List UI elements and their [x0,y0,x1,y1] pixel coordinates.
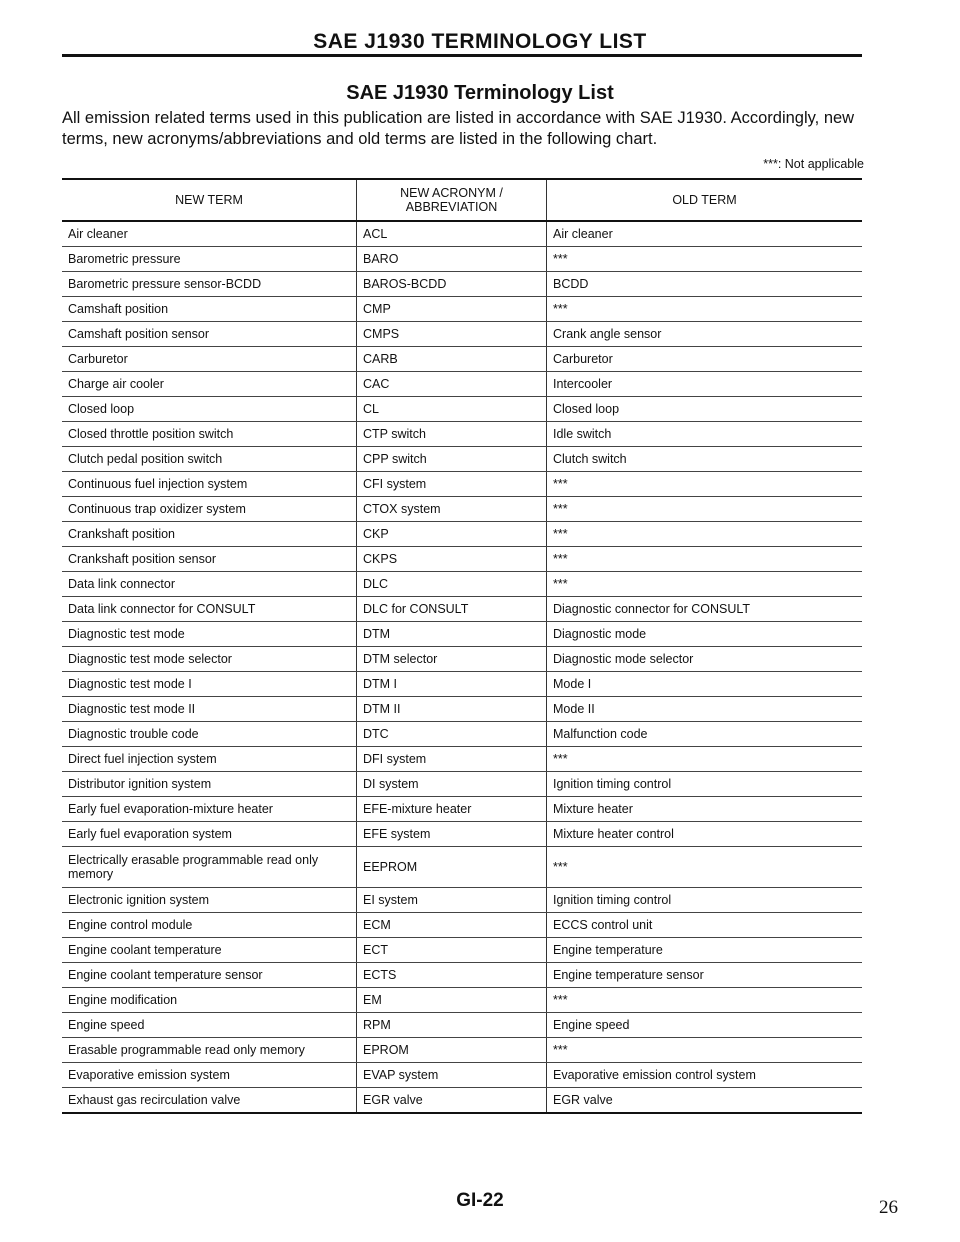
table-row [62,797,862,822]
table-row [62,447,862,472]
old-term-cell: *** [547,497,863,522]
old-term-cell: Crank angle sensor [547,322,863,347]
new-acronym-cell: ACL [357,221,547,247]
new-term-cell: Continuous fuel injection system [62,472,357,497]
table-row [62,572,862,597]
new-acronym-cell: EI system [357,888,547,913]
new-term-cell: Engine control module [62,913,357,938]
table-row [62,822,862,847]
new-acronym-cell: ECTS [357,963,547,988]
new-term-cell: Evaporative emission system [62,1063,357,1088]
old-term-cell: Carburetor [547,347,863,372]
new-term-cell: Barometric pressure sensor-BCDD [62,272,357,297]
new-acronym-cell: CMPS [357,322,547,347]
table-row [62,297,862,322]
new-acronym-cell: RPM [357,1013,547,1038]
new-acronym-cell: EFE system [357,822,547,847]
new-term-cell: Charge air cooler [62,372,357,397]
new-term-cell: Exhaust gas recirculation valve [62,1088,357,1114]
page-code: GI-22 [456,1190,504,1211]
new-acronym-cell: CMP [357,297,547,322]
table-row [62,847,862,888]
new-acronym-cell: EFE-mixture heater [357,797,547,822]
new-acronym-cell: DLC for CONSULT [357,597,547,622]
new-acronym-cell: DTM I [357,672,547,697]
old-term-cell: Evaporative emission control system [547,1063,863,1088]
old-term-cell: *** [547,297,863,322]
table-row [62,672,862,697]
old-term-cell: *** [547,847,863,888]
new-term-cell: Air cleaner [62,221,357,247]
table-row [62,347,862,372]
old-term-cell: Intercooler [547,372,863,397]
new-acronym-cell: CKP [357,522,547,547]
new-term-cell: Early fuel evaporation-mixture heater [62,797,357,822]
table-row [62,221,862,247]
table-row [62,247,862,272]
column-header-new-acronym: NEW ACRONYM / ABBREVIATION [357,179,547,221]
table-row [62,747,862,772]
new-term-cell: Closed loop [62,397,357,422]
new-acronym-cell: EEPROM [357,847,547,888]
new-term-cell: Crankshaft position [62,522,357,547]
column-header-new-term: NEW TERM [62,179,357,221]
new-term-cell: Data link connector for CONSULT [62,597,357,622]
new-term-cell: Erasable programmable read only memory [62,1038,357,1063]
new-acronym-cell: DLC [357,572,547,597]
table-row [62,272,862,297]
old-term-cell: *** [547,522,863,547]
new-acronym-cell: DTM [357,622,547,647]
old-term-cell: Mixture heater control [547,822,863,847]
old-term-cell: Air cleaner [547,221,863,247]
new-acronym-cell: CAC [357,372,547,397]
new-term-cell: Engine coolant temperature [62,938,357,963]
new-term-cell: Diagnostic test mode II [62,697,357,722]
new-acronym-cell: CL [357,397,547,422]
old-term-cell: Engine temperature [547,938,863,963]
table-row [62,1013,862,1038]
old-term-cell: Mixture heater [547,797,863,822]
new-acronym-cell: CTOX system [357,497,547,522]
table-row [62,1038,862,1063]
old-term-cell: *** [547,572,863,597]
old-term-cell: BCDD [547,272,863,297]
old-term-cell: *** [547,247,863,272]
old-term-cell: Engine speed [547,1013,863,1038]
new-term-cell: Diagnostic test mode I [62,672,357,697]
new-term-cell: Clutch pedal position switch [62,447,357,472]
new-acronym-cell: CTP switch [357,422,547,447]
table-row [62,522,862,547]
new-acronym-cell: EVAP system [357,1063,547,1088]
table-row [62,622,862,647]
new-term-cell: Camshaft position [62,297,357,322]
old-term-cell: Idle switch [547,422,863,447]
table-row [62,647,862,672]
table-row [62,963,862,988]
new-term-cell: Continuous trap oxidizer system [62,497,357,522]
new-acronym-cell: EGR valve [357,1088,547,1114]
new-acronym-cell: DI system [357,772,547,797]
new-term-cell: Camshaft position sensor [62,322,357,347]
new-term-cell: Engine speed [62,1013,357,1038]
old-term-cell: Diagnostic mode selector [547,647,863,672]
table-row [62,1088,862,1114]
old-term-cell: Closed loop [547,397,863,422]
new-term-cell: Direct fuel injection system [62,747,357,772]
new-acronym-cell: BAROS-BCDD [357,272,547,297]
old-term-cell: *** [547,747,863,772]
new-acronym-cell: CPP switch [357,447,547,472]
new-term-cell: Engine coolant temperature sensor [62,963,357,988]
new-term-cell: Closed throttle position switch [62,422,357,447]
new-term-cell: Electronic ignition system [62,888,357,913]
old-term-cell: Ignition timing control [547,772,863,797]
new-term-cell: Barometric pressure [62,247,357,272]
not-applicable-note: ***: Not applicable [763,157,864,171]
table-body [62,221,862,1113]
new-acronym-cell: ECT [357,938,547,963]
terminology-table [62,178,862,1114]
table-row [62,472,862,497]
old-term-cell: *** [547,547,863,572]
new-acronym-cell: EM [357,988,547,1013]
new-acronym-cell: DFI system [357,747,547,772]
new-term-cell: Engine modification [62,988,357,1013]
old-term-cell: EGR valve [547,1088,863,1114]
table-row [62,322,862,347]
table-row [62,1063,862,1088]
old-term-cell: Diagnostic mode [547,622,863,647]
new-acronym-cell: DTM selector [357,647,547,672]
new-acronym-cell: ECM [357,913,547,938]
header-rule [62,54,862,57]
old-term-cell: Mode II [547,697,863,722]
new-acronym-cell: DTC [357,722,547,747]
old-term-cell: Malfunction code [547,722,863,747]
new-term-cell: Distributor ignition system [62,772,357,797]
table-row [62,547,862,572]
new-term-cell: Diagnostic test mode selector [62,647,357,672]
column-header-old-term: OLD TERM [547,179,863,221]
new-term-cell: Electrically erasable programmable read only memory [62,847,357,888]
new-acronym-cell: CARB [357,347,547,372]
new-acronym-cell: BARO [357,247,547,272]
table-row [62,597,862,622]
table-row [62,913,862,938]
old-term-cell: *** [547,988,863,1013]
new-acronym-cell: EPROM [357,1038,547,1063]
table-row [62,722,862,747]
old-term-cell: Ignition timing control [547,888,863,913]
table-header-row [62,179,862,221]
table-row [62,497,862,522]
new-term-cell: Crankshaft position sensor [62,547,357,572]
old-term-cell: ECCS control unit [547,913,863,938]
new-acronym-cell: CFI system [357,472,547,497]
new-term-cell: Diagnostic test mode [62,622,357,647]
old-term-cell: Clutch switch [547,447,863,472]
table-row [62,988,862,1013]
old-term-cell: *** [547,1038,863,1063]
new-term-cell: Carburetor [62,347,357,372]
page-number: 26 [879,1197,898,1218]
old-term-cell: Diagnostic connector for CONSULT [547,597,863,622]
page-header-title: SAE J1930 TERMINOLOGY LIST [313,30,647,53]
table-row [62,888,862,913]
new-term-cell: Early fuel evaporation system [62,822,357,847]
table-row [62,372,862,397]
table-row [62,938,862,963]
table-row [62,772,862,797]
intro-paragraph: All emission related terms used in this publication are listed in accordance with SAE J1930. Accordingly, new terms, new acronyms/abbreviations and old terms are listed in the following chart. [62,109,855,148]
table-row [62,422,862,447]
section-title: SAE J1930 Terminology List [346,82,614,104]
new-term-cell: Diagnostic trouble code [62,722,357,747]
old-term-cell: Mode I [547,672,863,697]
table-row [62,697,862,722]
new-acronym-cell: CKPS [357,547,547,572]
old-term-cell: Engine temperature sensor [547,963,863,988]
new-acronym-cell: DTM II [357,697,547,722]
old-term-cell: *** [547,472,863,497]
table-row [62,397,862,422]
new-term-cell: Data link connector [62,572,357,597]
